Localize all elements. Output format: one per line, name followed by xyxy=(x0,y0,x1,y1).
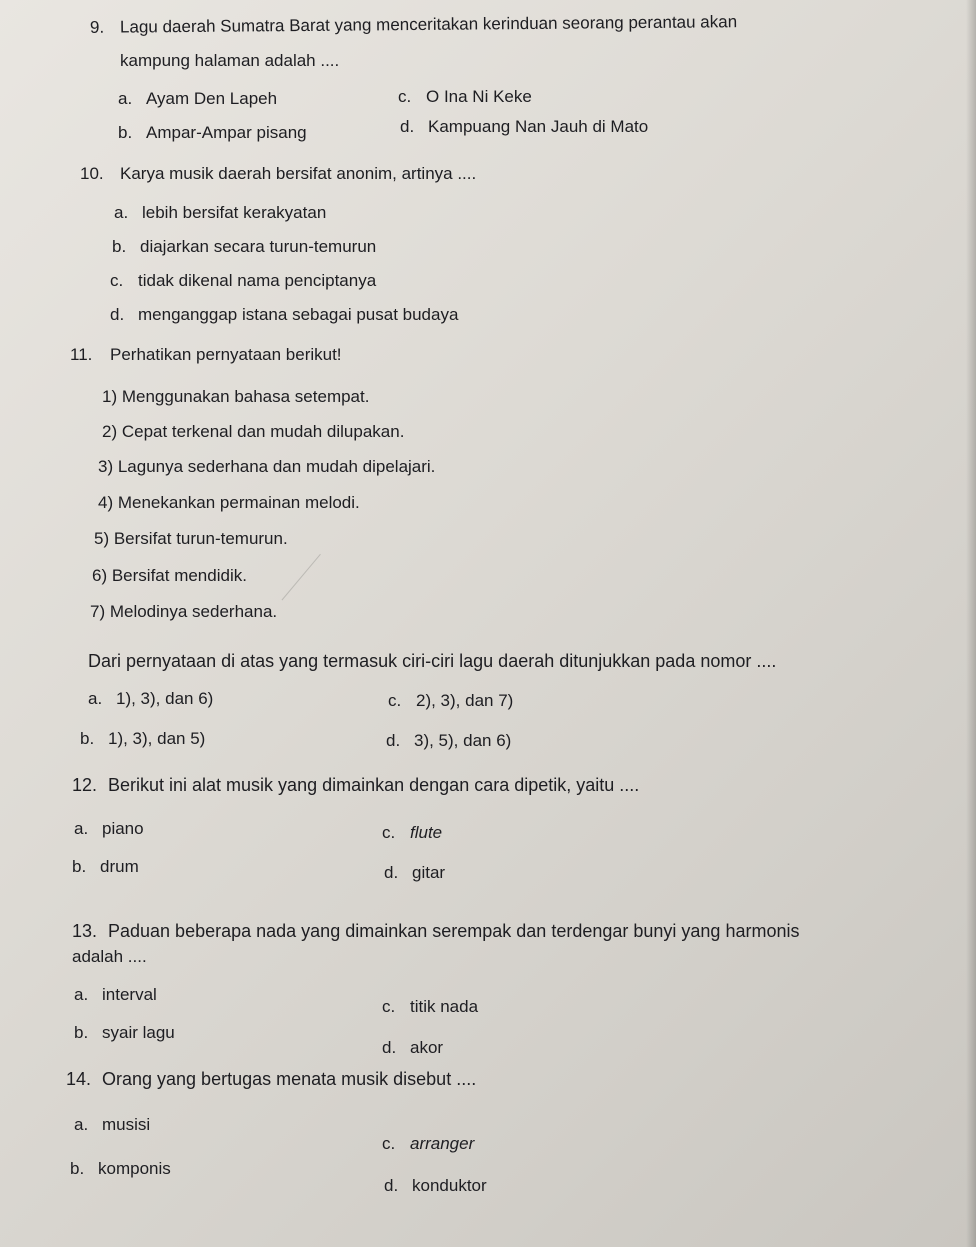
question-text-continued: adalah .... xyxy=(72,947,147,966)
question-stem xyxy=(66,1068,476,1090)
option-b[interactable]: b. drum xyxy=(72,857,139,876)
statement-4: 4) Menekankan permainan melodi. xyxy=(98,493,360,512)
option-c[interactable]: c. 2), 3), dan 7) xyxy=(388,691,514,710)
question-number: 12. xyxy=(72,775,98,795)
paper-crease xyxy=(282,554,352,626)
option-d[interactable]: d. gitar xyxy=(384,863,446,882)
statement-7: 7) Melodinya sederhana. xyxy=(90,602,278,621)
option-c[interactable]: c. tidak dikenal nama penciptanya xyxy=(110,271,377,290)
question-number: 9. xyxy=(89,17,105,37)
question-text: Berikut ini alat musik yang dimainkan dengan cara dipetik, yaitu .... xyxy=(108,775,640,795)
question-text: Lagu daerah Sumatra Barat yang menceritakan kerinduan seorang perantau akan xyxy=(119,12,738,37)
option-c[interactable]: c. arranger xyxy=(382,1134,475,1153)
option-d[interactable]: d. Kampuang Nan Jauh di Mato xyxy=(400,117,649,136)
option-a[interactable]: a. musisi xyxy=(74,1115,151,1134)
option-c[interactable]: c. titik nada xyxy=(382,997,479,1016)
option-a[interactable]: a. piano xyxy=(74,819,144,838)
statement-2: 2) Cepat terkenal dan mudah dilupakan. xyxy=(102,422,405,441)
question-stem xyxy=(70,344,342,366)
question-stem xyxy=(72,920,799,942)
option-d[interactable]: d. akor xyxy=(382,1038,444,1057)
question-text: Perhatikan pernyataan berikut! xyxy=(110,345,342,364)
option-a[interactable]: a. interval xyxy=(74,985,157,1004)
option-c[interactable]: c. O Ina Ni Keke xyxy=(398,87,532,106)
option-b[interactable]: b. komponis xyxy=(70,1159,171,1178)
statement-6: 6) Bersifat mendidik. xyxy=(92,566,247,585)
option-b[interactable]: b. 1), 3), dan 5) xyxy=(80,729,206,748)
option-a[interactable]: a. lebih bersifat kerakyatan xyxy=(114,203,327,222)
question-text: Karya musik daerah bersifat anonim, artinya .... xyxy=(120,164,477,183)
option-d[interactable]: d. 3), 5), dan 6) xyxy=(386,731,512,750)
question-stem xyxy=(72,774,639,796)
question-text: Orang yang bertugas menata musik disebut .... xyxy=(102,1069,477,1089)
statement-3: 3) Lagunya sederhana dan mudah dipelajari. xyxy=(98,457,436,476)
option-a[interactable]: a. Ayam Den Lapeh xyxy=(118,89,278,108)
statement-1: 1) Menggunakan bahasa setempat. xyxy=(102,387,370,406)
statement-5: 5) Bersifat turun-temurun. xyxy=(94,529,288,548)
option-d[interactable]: d. konduktor xyxy=(384,1176,487,1195)
option-c[interactable]: c. flute xyxy=(382,823,443,842)
question-number: 11. xyxy=(70,345,93,364)
question-stem xyxy=(80,163,476,185)
question-text-continued: kampung halaman adalah .... xyxy=(120,51,340,70)
option-a[interactable]: a. 1), 3), dan 6) xyxy=(88,689,214,708)
question-prompt: Dari pernyataan di atas yang termasuk ciri-ciri lagu daerah ditunjukkan pada nomor .... xyxy=(88,651,777,671)
question-number: 13. xyxy=(72,921,98,941)
question-text: Paduan beberapa nada yang dimainkan serempak dan terdengar bunyi yang harmonis xyxy=(108,921,800,941)
option-d[interactable]: d. menganggap istana sebagai pusat budaya xyxy=(110,305,459,324)
option-b[interactable]: b. diajarkan secara turun-temurun xyxy=(112,237,377,256)
question-stem xyxy=(90,11,737,39)
question-number: 10. xyxy=(80,164,104,183)
option-b[interactable]: b. syair lagu xyxy=(74,1023,175,1042)
option-b[interactable]: b. Ampar-Ampar pisang xyxy=(118,123,307,142)
page-shadow-edge xyxy=(966,0,976,1247)
question-number: 14. xyxy=(66,1069,92,1089)
